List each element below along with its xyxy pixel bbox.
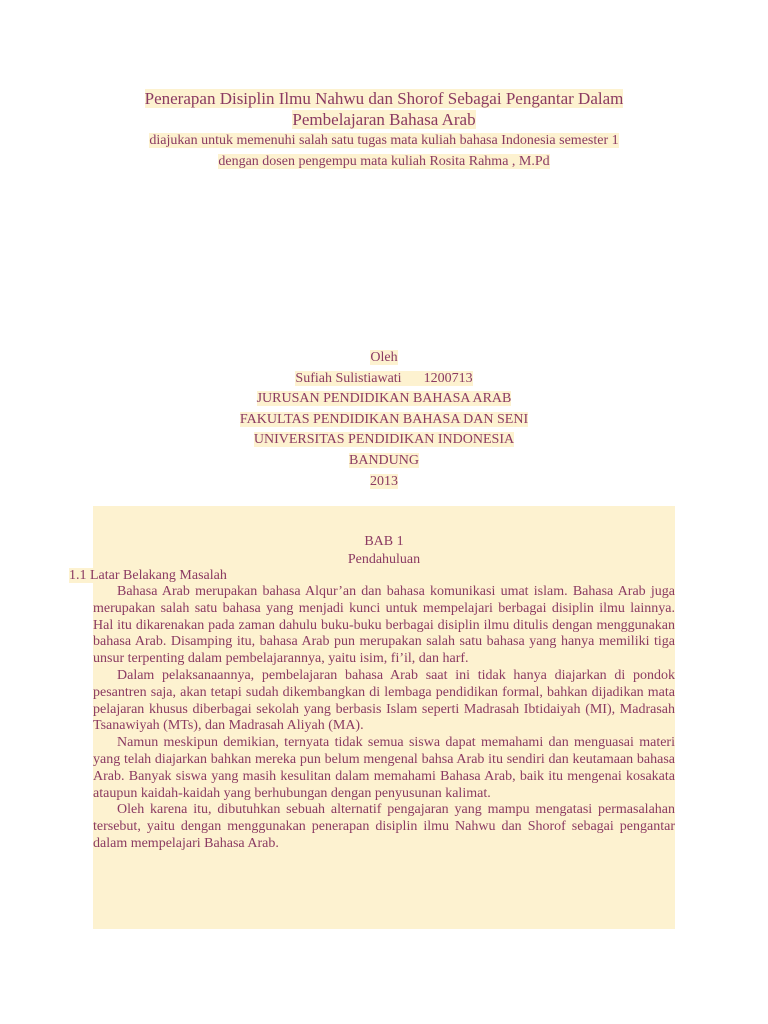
department-name: JURUSAN PENDIDIKAN BAHASA ARAB	[256, 391, 512, 407]
paragraph: Bahasa Arab merupakan bahasa Alqur’an dan bahasa komunikasi umat islam. Bahasa Arab juga merupakan salah satu bahasa yang menjadi kunci untuk mempelajari berbagai disiplin ilmu lainnya. Hal itu dikarenakan pada zaman dahulu buku-buku berbagai disiplin ilmu ditulis dengan menggunakan bahasa Arab. Disamping itu, bahasa Arab pun merupakan salah satu bahasa yang hanya memiliki tiga unsur terpenting dalam pembelajarannya, yaitu isim, fi’il, dan harf.	[93, 584, 675, 667]
paragraph: Dalam pelaksanaannya, pembelajaran bahasa Arab saat ini tidak hanya diajarkan di pondok pesantren saja, akan tetapi sudah dikembangkan di lembaga pendidikan formal, bahkan dijadikan mata pelajaran khusus diberbagai sekolah yang berbasis Islam seperti Madrasah Ibtidaiyah (MI), Madrasah Tsanawiyah (MTs), dan Madrasah Aliyah (MA).	[93, 667, 675, 734]
chapter-number: BAB 1	[364, 534, 404, 549]
author-block	[0, 348, 768, 492]
document-subtitle-line-2: dengan dosen pengempu mata kuliah Rosita Rahma , M.Pd	[218, 154, 550, 169]
by-label: Oleh	[370, 350, 398, 365]
paragraph: Namun meskipun demikian, ternyata tidak semua siswa dapat memahami dan menguasai materi yang telah diajarkan bahkan mereka pun belum mengenal bahsa Arab itu sendiri dan keutamaan bahasa Arab. Banyak siswa yang masih kesulitan dalam memahami Bahasa Arab, baik itu mengenai kosakata ataupun kaidah-kaidah yang berhubungan dengan penyusunan kalimat.	[93, 735, 675, 801]
year: 2013	[370, 473, 398, 489]
chapter-body	[93, 584, 675, 853]
author-line	[295, 371, 472, 386]
university-name: UNIVERSITAS PENDIDIKAN INDONESIA	[253, 432, 515, 448]
chapter-heading	[0, 533, 768, 568]
faculty-name: FAKULTAS PENDIDIKAN BAHASA DAN SENI	[239, 411, 529, 427]
section-title: 1.1 Latar Belakang Masalah	[69, 568, 227, 583]
paragraph: Oleh karena itu, dibutuhkan sebuah alternatif pengajaran yang mampu mengatasi permasalahan tersebut, yaitu dengan menggunakan penerapan disiplin ilmu Nahwu dan Shorof sebagai pengantar dalam mempelajari Bahasa Arab.	[93, 802, 675, 851]
document-title-line-1: Penerapan Disiplin Ilmu Nahwu dan Shorof Sebagai Pengantar Dalam	[144, 89, 624, 108]
cover-title-block	[0, 88, 768, 172]
author-nim: 1200713	[423, 370, 473, 386]
document-subtitle-line-1: diajukan untuk memenuhi salah satu tugas mata kuliah bahasa Indonesia semester 1	[149, 133, 619, 148]
author-name: Sufiah Sulistiawati	[295, 370, 402, 386]
city-name: BANDUNG	[349, 452, 419, 468]
document-title-line-2: Pembelajaran Bahasa Arab	[292, 110, 476, 129]
chapter-name: Pendahuluan	[347, 551, 421, 567]
